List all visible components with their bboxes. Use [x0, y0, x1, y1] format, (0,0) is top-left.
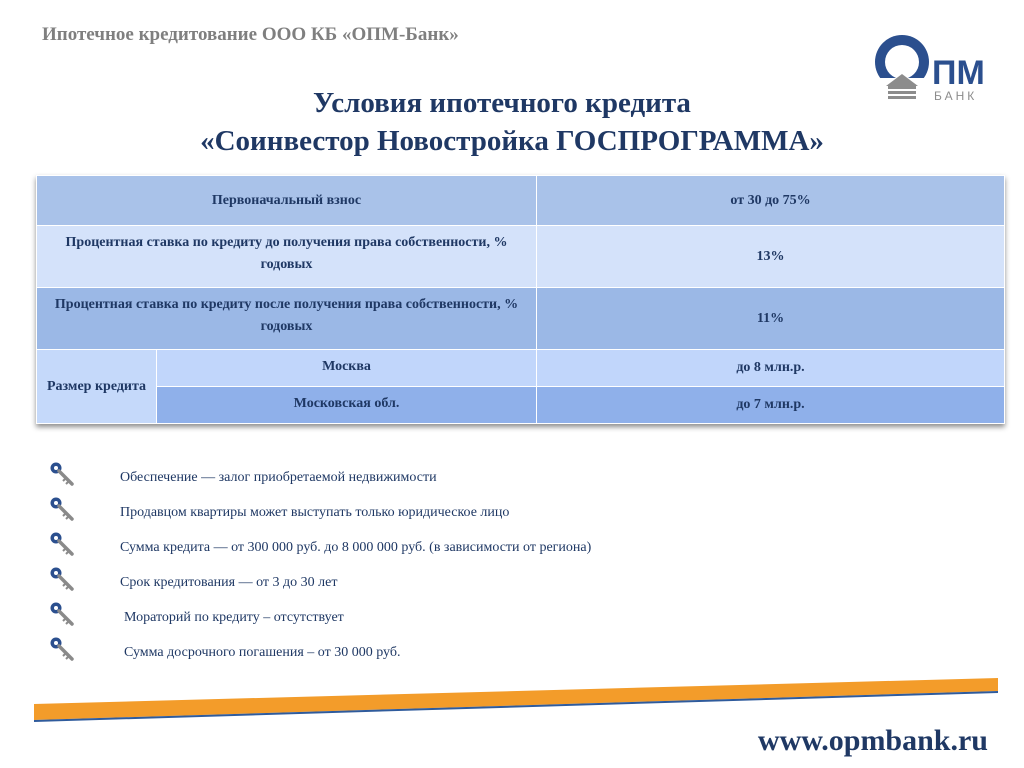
decorative-stripe [0, 674, 1024, 724]
list-item-text: Мораторий по кредиту – отсутствует [124, 610, 344, 625]
list-item-text: Продавцом квартиры может выступать только юридическое лицо [120, 505, 510, 520]
key-icon [48, 530, 76, 558]
credit-size-label: Размер кредита [37, 350, 157, 424]
key-icon [48, 565, 76, 593]
list-item-text: Обеспечение — залог приобретаемой недвижимости [120, 470, 437, 485]
table-row [37, 350, 1005, 387]
key-icon [48, 495, 76, 523]
row-label: Первоначальный взнос [37, 176, 537, 226]
list-item-text: Сумма досрочного погашения – от 30 000 руб. [124, 645, 401, 660]
table-row [37, 288, 1005, 350]
list-item-text: Сумма кредита — от 300 000 руб. до 8 000 000 руб. (в зависимости от региона) [120, 540, 592, 555]
loan-conditions-table [36, 175, 1005, 424]
key-icon [48, 460, 76, 488]
row-value: от 30 до 75% [537, 176, 1005, 226]
logo-text-sub: БАНК [934, 89, 978, 103]
key-icon [48, 635, 76, 663]
row-label: Процентная ставка по кредиту до получения права собственности, % годовых [37, 226, 537, 288]
row-value: 11% [537, 288, 1005, 350]
table-row [37, 226, 1005, 288]
main-title-line-2: «Соинвестор Новостройка ГОСПРОГРАММА» [200, 125, 824, 157]
row-label: Процентная ставка по кредиту после получения права собственности, % годовых [37, 288, 537, 350]
logo-text-main: ПМ [932, 54, 985, 92]
region-value: до 7 млн.р. [537, 387, 1005, 424]
row-value: 13% [537, 226, 1005, 288]
list-item-text: Срок кредитования — от 3 до 30 лет [120, 575, 338, 590]
region-name: Московская обл. [157, 387, 537, 424]
main-title [0, 84, 1024, 160]
table-row [37, 176, 1005, 226]
main-title-line-1: Условия ипотечного кредита [313, 87, 691, 119]
region-name: Москва [157, 350, 537, 387]
table-row [37, 387, 1005, 424]
region-value: до 8 млн.р. [537, 350, 1005, 387]
website-link[interactable]: www.opmbank.ru [757, 724, 988, 757]
key-icon [48, 600, 76, 628]
header-title: Ипотечное кредитование ООО КБ «ОПМ-Банк» [42, 24, 459, 45]
